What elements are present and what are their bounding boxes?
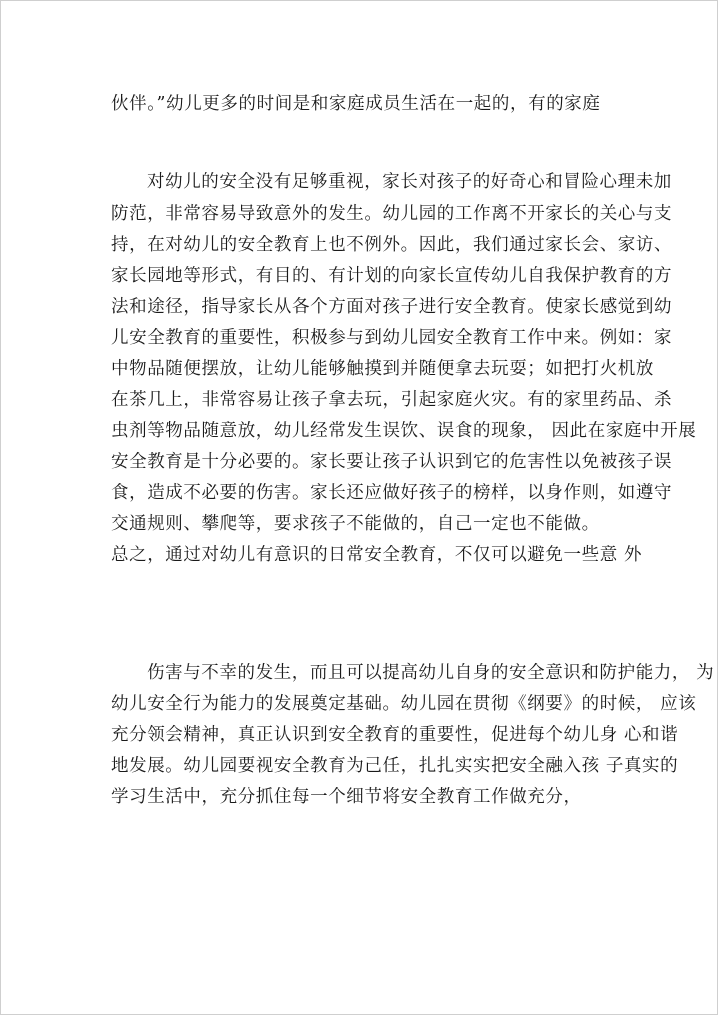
text-line-2: 对幼儿的安全没有足够重视，家长对孩子的好奇心和冒险心理未加 [147, 172, 672, 192]
text-line-15: 伤害与不幸的发生，而且可以提高幼儿自身的安全意识和防护能力， 为 [147, 663, 715, 683]
text-line-5: 家长园地等形式，有目的、有计划的向家长宣传幼儿自我保护教育的方 [111, 266, 673, 286]
text-line-13: 交通规则、攀爬等，要求孩子不能做的，自己一定也不能做。 [111, 514, 600, 534]
text-line-3: 防范，非常容易导致意外的发生。幼儿园的工作离不开家长的关心与支 [111, 204, 673, 224]
text-line-9: 在茶几上，非常容易让孩子拿去玩，引起家庭火灾。有的家里药品、杀 [111, 390, 673, 410]
text-line-1: 伙伴。”幼儿更多的时间是和家庭成员生活在一起的，有的家庭 [111, 94, 601, 114]
text-line-6: 法和途径，指导家长从各个方面对孩子进行安全教育。使家长感觉到幼 [111, 297, 673, 317]
text-line-10: 虫剂等物品随意放，幼儿经常发生误饮、误食的现象， 因此在家庭中开展 [111, 421, 697, 441]
text-line-12: 食，造成不必要的伤害。家长还应做好孩子的榜样，以身作则，如遵守 [111, 483, 673, 503]
text-line-4: 持，在对幼儿的安全教育上也不例外。因此，我们通过家长会、家访、 [111, 235, 673, 255]
text-line-11: 安全教育是十分必要的。家长要让孩子认识到它的危害性以免被孩子误 [111, 452, 673, 472]
text-line-18: 地发展。幼儿园要视安全教育为己任，扎扎实实把安全融入孩 子真实的 [111, 756, 679, 776]
text-line-7: 儿安全教育的重要性，积极参与到幼儿园安全教育工作中来。例如：家 [111, 328, 673, 348]
text-line-17: 充分领会精神，真正认识到安全教育的重要性，促进每个幼儿身 心和谐 [111, 725, 679, 745]
text-line-8: 中物品随便摆放，让幼儿能够触摸到并随便拿去玩耍；如把打火机放 [111, 359, 654, 379]
text-line-19: 学习生活中，充分抓住每一个细节将安全教育工作做充分， [111, 787, 582, 807]
text-line-16: 幼儿安全行为能力的发展奠定基础。幼儿园在贯彻《纲要》的时候， 应该 [111, 694, 697, 714]
text-line-14: 总之，通过对幼儿有意识的日常安全教育，不仅可以避免一些意 外 [111, 545, 643, 565]
